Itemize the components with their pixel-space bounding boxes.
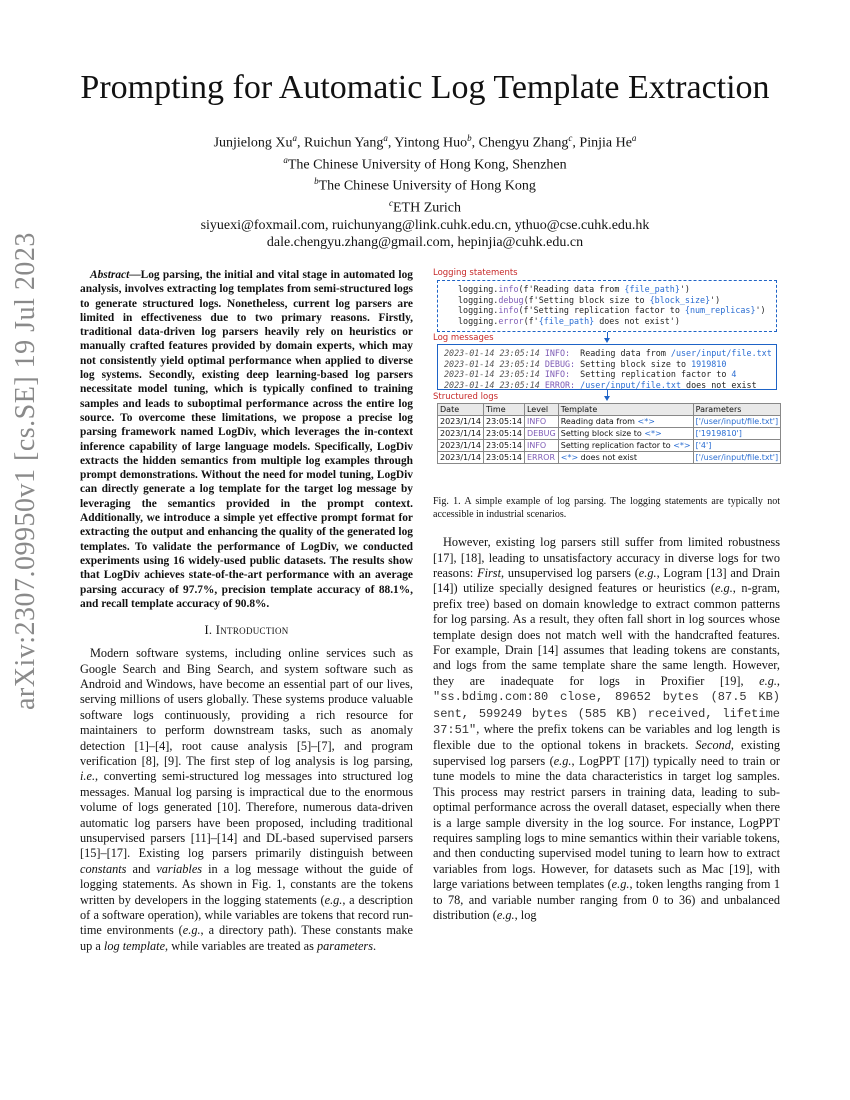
template-variable: <*> xyxy=(560,453,579,462)
intro-paragraph-2 xyxy=(433,535,780,923)
log-message-line xyxy=(444,348,770,359)
cell-date: 2023/1/14 xyxy=(438,452,484,464)
cell-date: 2023/1/14 xyxy=(438,428,484,440)
intro-paragraph-1 xyxy=(80,646,413,954)
template-variable: <*> xyxy=(637,417,655,426)
template-text: Setting replication factor to xyxy=(560,441,674,450)
affiliation xyxy=(100,173,750,195)
code-token: ') xyxy=(679,284,690,294)
text-run: in a log message without the guide of logging statements. As shown in Fig. 1, constants are the tokens written by developers in the logging statements ( xyxy=(80,861,414,907)
code-token: DEBUG: xyxy=(544,358,576,369)
code-token: INFO: xyxy=(544,369,571,379)
arxiv-identifier: arXiv:2307.09950v1 [cs.SE] 19 Jul 2023 xyxy=(10,232,41,710)
code-token: debug xyxy=(498,294,524,305)
author-name: Junjielong Xu xyxy=(213,135,293,151)
text-run: Modern software systems, including online services such as Google Search and Bing Search, and system software such as Android and Windows, have become an essential part of our lives, serving millions of users globally. These systems produce valuable software logs continuously, providing a rich resource for maintainers to perform downstream tasks, such as anomaly detection [1]–[4], root cause analysis [5]–[7], and program verification [8], [9]. The first step of log analysis is log parsing, xyxy=(80,646,413,768)
affiliation xyxy=(100,152,750,174)
text-run: , xyxy=(776,673,780,688)
log-messages-code xyxy=(444,348,770,390)
text-run: . xyxy=(373,938,377,953)
text-run: , a directory path). These constants make up a xyxy=(80,923,413,953)
author-affiliation-mark: a xyxy=(292,133,298,143)
text-run: , n-gram, prefix tree) based on domain knowledge to extract common patterns for log parsing. As a result, they often fall short in log sources whose template design does not match well with the handcrafted features. For example, Drain [14] assumes that leading tokens are constants, and logs from the same template share the same length. However, they are inadequate for logs in Proxifier [19], xyxy=(433,581,780,688)
code-token: logging. xyxy=(458,305,499,315)
code-token: (f' xyxy=(523,315,539,326)
author-affiliation-mark: b xyxy=(467,133,472,143)
email-line: dale.chengyu.zhang@gmail.com, hepinjia@cuhk.edu.cn xyxy=(266,234,584,250)
email-list xyxy=(100,217,750,251)
table-header-cell: Level xyxy=(524,404,558,416)
logging-statements-code xyxy=(444,284,770,326)
author-affiliation-mark: a xyxy=(631,133,637,143)
emphasis: e.g. xyxy=(324,892,343,907)
code-token: error xyxy=(498,315,524,326)
template-variable: <*> xyxy=(673,441,691,450)
text-run: , log xyxy=(514,907,537,922)
emphasis: variables xyxy=(156,861,203,876)
cell-template xyxy=(558,416,693,428)
cell-time: 23:05:14 xyxy=(484,428,525,440)
template-variable: <*> xyxy=(644,429,662,438)
table-header-cell: Template xyxy=(558,404,693,416)
emphasis: e.g. xyxy=(715,581,733,596)
table-header-cell: Date xyxy=(438,404,484,416)
affiliation-list xyxy=(100,152,750,217)
left-column xyxy=(80,268,413,954)
table-row xyxy=(438,452,781,464)
cell-template xyxy=(558,440,693,452)
code-token: ') xyxy=(710,294,721,305)
author-affiliation-mark: c xyxy=(568,133,573,143)
author-name: Yintong Huo xyxy=(394,135,468,151)
code-token: 1919810 xyxy=(691,358,727,369)
table-header-cell: Time xyxy=(484,404,525,416)
abstract-text: —Log parsing, the initial and vital stage in automated log analysis, involves extracting log templates from semi-structured logs to generate structured logs. Nonetheless, current log parsers are limited in effectiveness due to two primary reasons. Firstly, traditional data-driven log parsers heavily rely on heuristics or manually crafted features provided by domain experts, which may not consistently yield optimal performance when applied to diverse log systems. Secondly, existing deep learning-based log parsers necessitate model tuning, which is typically confined to training samples and leads to suboptimal performance across the entire log source. To overcome these limitations, we propose a precise log parsing framework named LogDiv, which leverages the in-context inference capability of large language models. Specifically, LogDiv extracts the hidden semantics from multiple log examples through prompt demonstrations. Without the need for model tuning, LogDiv can directly generate a log template for the target log message by leveraging the semantics provided in the prompt context. Additionally, we introduce a simple yet effective prompt format for extracting the output and enhancing the quality of the generated log templates. To validate the performance of LogDiv, we conducted experiments using 16 widely-used public datasets. The results show that LogDiv achieves state-of-the-art performance with an average parsing accuracy of 97.7%, precision template accuracy of 88.1%, and recall template accuracy of 90.8%. xyxy=(80,269,413,610)
logging-statement-line xyxy=(458,295,770,306)
code-token: 2023-01-14 23:05:14 xyxy=(444,358,545,369)
code-token: does not exist xyxy=(681,379,757,390)
cell-level: INFO xyxy=(524,416,558,428)
figure-caption: Fig. 1. A simple example of log parsing. The logging statements are typically not accessible in industrial scenarios. xyxy=(433,496,780,520)
code-token: logging. xyxy=(458,284,499,294)
emphasis: constants xyxy=(80,861,127,876)
code-token: 4 xyxy=(731,369,737,379)
code-token: logging. xyxy=(458,294,499,305)
code-token: ') xyxy=(755,305,766,315)
emphasis: log template xyxy=(103,938,166,953)
affiliation-name: The Chinese University of Hong Kong xyxy=(318,178,536,194)
author-list: Junjielong Xu$^a$, Ruichun Yang$^a$, Yintong Huo$^b$, Chengyu Zhang$^c$, Pinjia He$^a$ xyxy=(213,133,637,151)
log-messages-box xyxy=(437,344,777,390)
code-token: {num_replicas} xyxy=(684,305,756,315)
table-row xyxy=(438,416,781,428)
cell-template xyxy=(558,452,693,464)
code-token: /user/input/file.txt xyxy=(670,348,772,358)
cell-time: 23:05:14 xyxy=(484,440,525,452)
code-token: Reading data from xyxy=(570,348,671,358)
logging-statement-line xyxy=(458,284,770,295)
affiliation-name: ETH Zurich xyxy=(392,200,462,216)
template-text: Setting block size to xyxy=(560,429,645,438)
cell-parameters: ['/user/input/file.txt'] xyxy=(693,452,781,464)
cell-template xyxy=(558,428,693,440)
code-token: (f'Setting block size to xyxy=(523,294,650,305)
affiliation-mark: c xyxy=(388,197,393,208)
paper-title: Prompting for Automatic Log Template Extraction xyxy=(80,69,770,106)
author-affiliation-mark: a xyxy=(383,133,388,143)
table-row xyxy=(438,440,781,452)
code-token: info xyxy=(498,284,519,294)
code-token: ERROR: xyxy=(544,379,576,390)
text-run: , a description of a software operation), while variables are tokens that record run-time environments ( xyxy=(80,892,414,938)
code-token: {file_path} xyxy=(624,284,680,294)
text-run: , unsupervised log parsers ( xyxy=(501,566,639,580)
emphasis: e.g. xyxy=(496,907,515,922)
logging-statement-line xyxy=(458,316,770,327)
code-token: info xyxy=(498,305,519,315)
code-token: {file_path} xyxy=(538,315,595,326)
cell-parameters: ['1919810'] xyxy=(693,428,781,440)
emphasis: First xyxy=(477,566,502,580)
log-message-line xyxy=(444,369,770,380)
right-column xyxy=(433,268,780,923)
table-row xyxy=(438,428,781,440)
cell-level: ERROR xyxy=(524,452,558,464)
code-token: 2023-01-14 23:05:14 xyxy=(444,369,545,379)
arrow-down-icon xyxy=(607,390,608,397)
author-name: Ruichun Yang xyxy=(304,135,384,151)
log-message-line xyxy=(444,359,770,370)
text-run: , where the prefix tokens can be variables and log length is flexible due to the optional tokens in brackets. xyxy=(433,722,780,753)
code-token: /user/input/file.txt xyxy=(580,379,681,390)
cell-date: 2023/1/14 xyxy=(438,440,484,452)
section-title: Introduction xyxy=(215,623,289,638)
author-block xyxy=(100,130,750,251)
email-line: siyuexi@foxmail.com, ruichunyang@link.cuhk.edu.cn, ythuo@cse.cuhk.edu.hk xyxy=(200,217,650,233)
code-token: {block_size} xyxy=(649,294,711,305)
affiliation-name: The Chinese University of Hong Kong, Shenzhen xyxy=(287,157,567,173)
abstract-lead: Abstract xyxy=(90,269,130,281)
table-header-cell: Parameters xyxy=(693,404,781,416)
code-token: 2023-01-14 23:05:14 xyxy=(444,348,545,358)
text-run: , while variables are treated as xyxy=(165,938,317,953)
text-run: and xyxy=(126,861,157,876)
figure-1 xyxy=(433,268,780,490)
emphasis: i.e. xyxy=(80,769,96,784)
cell-time: 23:05:14 xyxy=(484,416,525,428)
section-heading-introduction xyxy=(80,623,413,638)
label-log-messages: Log messages xyxy=(433,333,494,343)
text-run: , LogPPT [17]) typically need to train or tune models to mine the data characteristics in target log samples. This process may restrict parsers in training data, leading to sub-optimal performance across the overall dataset, especially when there is a large sample diversity in the log source. For instance, LogPPT requires sampling logs to mine semantics within their variable tokens, and then conducting supervised model tuning to learn how to extract variables from logs. However, for datasets such as Mac [19], with large variations between templates ( xyxy=(433,753,780,892)
cell-level: INFO xyxy=(524,440,558,452)
arrow-down-icon xyxy=(607,332,608,339)
affiliation xyxy=(100,195,750,217)
author-name: Chengyu Zhang xyxy=(478,135,569,151)
cell-date: 2023/1/14 xyxy=(438,416,484,428)
cell-level: DEBUG xyxy=(524,428,558,440)
cell-time: 23:05:14 xyxy=(484,452,525,464)
code-token: Setting block size to xyxy=(575,358,692,369)
cell-parameters: ['/user/input/file.txt'] xyxy=(693,416,781,428)
abstract xyxy=(80,268,413,611)
emphasis: e.g. xyxy=(759,673,777,688)
logging-statement-line xyxy=(458,305,770,316)
affiliation-mark: a xyxy=(283,154,288,165)
template-text: does not exist xyxy=(578,453,637,462)
emphasis: e.g. xyxy=(553,753,572,768)
code-token: INFO: xyxy=(544,348,571,358)
text-run: , Logram [13] and Drain [14]) utilize specially designed features or heuristics ( xyxy=(433,566,780,596)
code-token: 2023-01-14 23:05:14 xyxy=(444,379,545,390)
code-token: logging. xyxy=(458,315,499,326)
text-run: , token lengths ranging from 1 to 78, and variable number ranging from 0 to 36) and unbalanced distribution ( xyxy=(433,877,781,922)
section-number: I. xyxy=(204,623,213,638)
table-header-row xyxy=(438,404,781,416)
emphasis: Second xyxy=(695,738,731,753)
text-run: , converting semi-structured log messages into structured log messages. Manual log parsing is impractical due to the enormous volume of logs generated [10]. Therefore, numerous data-driven automatic log parsers have been proposed, including traditional unsupervised parsers [11]–[14] and DL-based supervised parsers [15]–[17]. Existing log parsers primarily distinguish between xyxy=(80,769,413,861)
affiliation-mark: b xyxy=(314,176,319,187)
cell-parameters: ['4'] xyxy=(693,440,781,452)
logging-statements-box xyxy=(437,280,777,332)
emphasis: e.g. xyxy=(611,877,630,892)
emphasis: e.g. xyxy=(182,923,201,938)
template-text: Reading data from xyxy=(560,417,638,426)
code-token: does not exist') xyxy=(594,315,680,326)
log-message-line xyxy=(444,380,770,391)
code-token: (f'Setting replication factor to xyxy=(518,305,685,315)
emphasis: parameters xyxy=(316,938,373,953)
emphasis: e.g. xyxy=(638,566,657,580)
text-run: , existing supervised log parsers ( xyxy=(433,738,780,768)
text-run: However, existing log parsers still suffer from limited robustness [17], [18], leading to unsatisfactory accuracy in diverse logs for two reasons: xyxy=(433,535,780,580)
code-token: (f'Reading data from xyxy=(518,284,625,294)
code-token: Setting replication factor to xyxy=(570,369,732,379)
author-name: Pinjia He xyxy=(579,135,632,151)
label-structured-logs: Structured logs xyxy=(433,392,499,402)
inline-code: "ss.bdimg.com:80 close, 89652 bytes (87.5 KB) sent, 599249 bytes (585 KB) received, lifetime 37:51" xyxy=(433,690,780,738)
label-logging-statements: Logging statements xyxy=(433,268,518,278)
structured-logs-table xyxy=(437,403,781,464)
